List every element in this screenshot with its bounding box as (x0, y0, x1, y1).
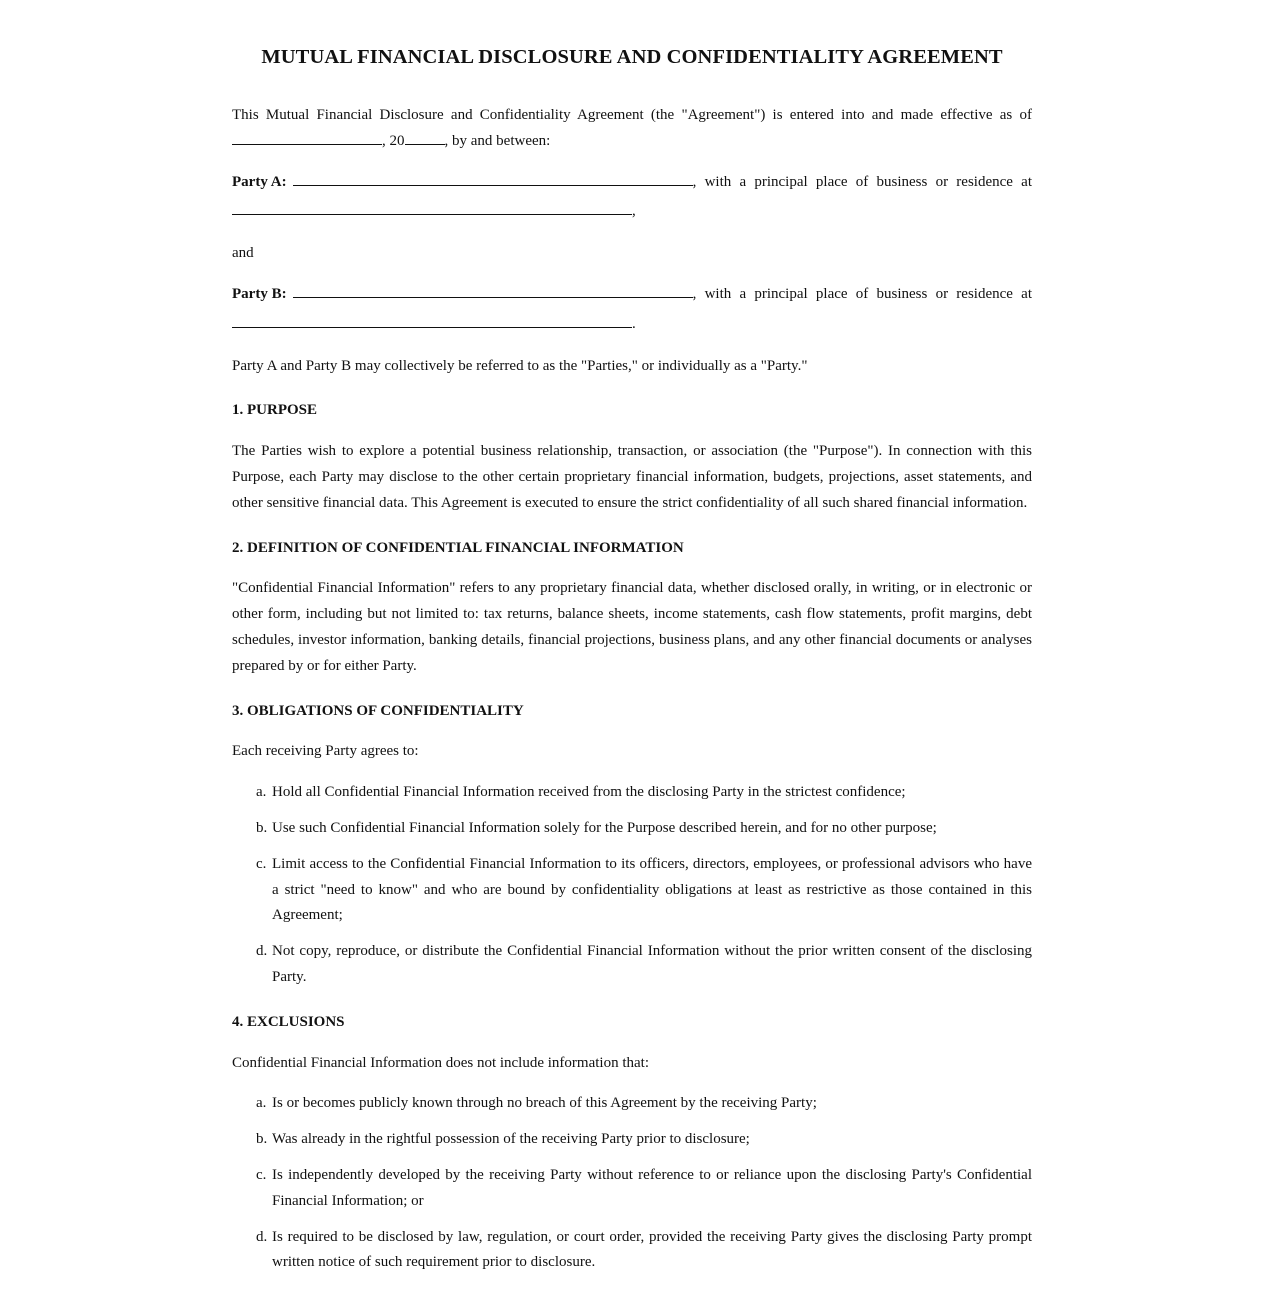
list-item-text: Use such Confidential Financial Information solely for the Purpose described herein, and for no other purpose; (272, 819, 937, 836)
list-item (232, 816, 1032, 842)
list-marker: c. (256, 855, 267, 872)
section-purpose-heading: 1. PURPOSE (232, 402, 318, 419)
party-b-name-blank[interactable] (293, 283, 693, 298)
list-item-text: Is required to be disclosed by law, regulation, or court order, provided the receiving Party gives the disclosing Party prompt written notice of such requirement prior to disclosure. (272, 1228, 1032, 1271)
party-b-address-blank[interactable] (232, 313, 632, 328)
obligations-list (232, 780, 1032, 991)
and-text: and (232, 245, 254, 262)
date-blank[interactable] (232, 130, 382, 145)
intro-date-line (232, 129, 1032, 155)
intro-paragraph (232, 103, 1032, 155)
section-purpose-body: The Parties wish to explore a potential business relationship, transaction, or association (the "Purpose"). In connection with this Purpose, each Party may disclose to the other certain proprietary financial information, budgets, projections, asset statements, and other sensitive financial data. This Agreement is executed to ensure the strict confidentiality of all such shared financial information. (232, 443, 1032, 511)
year-blank[interactable] (405, 130, 445, 145)
party-b-block (232, 282, 1032, 338)
list-item-text: Was already in the rightful possession of the receiving Party prior to disclosure; (272, 1131, 750, 1148)
document-page (232, 0, 1032, 1276)
party-a-block (232, 170, 1032, 226)
list-item (232, 852, 1032, 929)
list-item-text: Hold all Confidential Financial Information received from the disclosing Party in the strictest confidence; (272, 784, 906, 801)
list-item (232, 1225, 1032, 1277)
list-item (232, 939, 1032, 991)
party-b-line (232, 282, 1032, 308)
party-b-suffix: , with a principal place of business or residence at (692, 285, 1032, 302)
party-b-label: Party B: (232, 285, 287, 302)
list-marker: b. (256, 1131, 268, 1148)
party-a-address-blank[interactable] (232, 200, 632, 215)
party-a-suffix: , with a principal place of business or residence at (692, 173, 1032, 190)
exclusions-list (232, 1091, 1032, 1276)
party-a-name-blank[interactable] (293, 171, 693, 186)
year-prefix: , 20 (382, 132, 405, 149)
party-b-address-line (232, 312, 1032, 338)
list-item (232, 780, 1032, 806)
section-exclusions-lead: Confidential Financial Information does not include information that: (232, 1054, 649, 1071)
list-marker: a. (256, 1095, 267, 1112)
collective-definition: Party A and Party B may collectively be referred to as the "Parties," or individually as a "Party." (232, 357, 808, 374)
document-title: MUTUAL FINANCIAL DISCLOSURE AND CONFIDENTIALITY AGREEMENT (261, 46, 1003, 68)
section-obligations-heading: 3. OBLIGATIONS OF CONFIDENTIALITY (232, 702, 524, 719)
party-a-end: , (632, 203, 636, 220)
party-a-label: Party A: (232, 173, 287, 190)
section-exclusions-heading: 4. EXCLUSIONS (232, 1013, 345, 1030)
list-item (232, 1127, 1032, 1153)
list-marker: b. (256, 819, 268, 836)
list-item (232, 1163, 1032, 1215)
party-a-address-line (232, 199, 1032, 225)
between-text: , by and between: (444, 132, 551, 149)
list-item (232, 1091, 1032, 1117)
party-a-line (232, 170, 1032, 196)
list-marker: c. (256, 1166, 267, 1183)
list-item-text: Limit access to the Confidential Financial Information to its officers, directors, employees, or professional advisors who have a strict "need to know" and who are bound by confidentiality obligations at least as restrictive as those contained in this Agreement; (272, 855, 1032, 924)
intro-text: This Mutual Financial Disclosure and Confidentiality Agreement (the "Agreement") is entered into and made effective as of (232, 107, 1032, 123)
list-item-text: Is independently developed by the receiving Party without reference to or reliance upon the disclosing Party's Confidential Financial Information; or (272, 1166, 1032, 1209)
section-obligations-lead: Each receiving Party agrees to: (232, 743, 419, 760)
section-definition-heading: 2. DEFINITION OF CONFIDENTIAL FINANCIAL INFORMATION (232, 539, 684, 556)
list-marker: d. (256, 943, 268, 960)
list-marker: a. (256, 784, 267, 801)
party-b-end: . (632, 315, 636, 332)
list-item-text: Not copy, reproduce, or distribute the Confidential Financial Information without the prior written consent of the disclosing Party. (272, 943, 1032, 985)
list-item-text: Is or becomes publicly known through no breach of this Agreement by the receiving Party; (272, 1095, 817, 1112)
list-marker: d. (256, 1228, 268, 1245)
section-definition-body: "Confidential Financial Information" refers to any proprietary financial data, whether disclosed orally, in writing, or in electronic or other form, including but not limited to: tax returns, balance sheets, income statements, cash flow statements, profit margins, debt schedules, investor information, banking details, financial projections, business plans, and any other financial documents or analyses prepared by or for either Party. (232, 580, 1032, 674)
